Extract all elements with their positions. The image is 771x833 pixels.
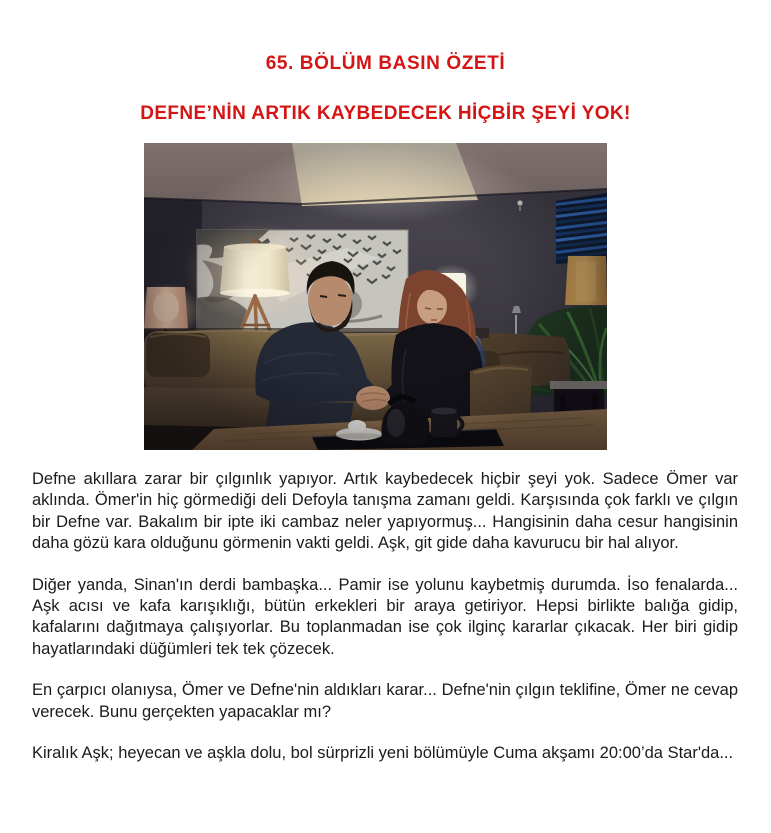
article-paragraph: Kiralık Aşk; heyecan ve aşkla dolu, bol sürprizli yeni bölümüyle Cuma akşamı 20:00’da Star'da...: [32, 744, 734, 763]
article-paragraph: En çarpıcı olanıysa, Ömer ve Defne'nin aldıkları karar... Defne'nin çılgın teklifine, Ömer ne cevap verecek. Bunu gerçekten yapacaklar mı?: [32, 681, 738, 721]
photo-vignette: [144, 143, 607, 450]
scene-photo: [144, 143, 607, 450]
article-body: [32, 469, 738, 764]
page-title: 65. BÖLÜM BASIN ÖZETİ: [265, 53, 506, 74]
page-subtitle: DEFNE’NİN ARTIK KAYBEDECEK HİÇBİR ŞEYİ YOK!: [140, 103, 631, 124]
article-paragraph: Defne akıllara zarar bir çılgınlık yapıyor. Artık kaybedecek hiçbir şeyi yok. Sadece Ömer var aklında. Ömer'in hiç görmediği deli Defoyla tanışma zamanı geldi. Karşısında çok farklı ve çılgın bir Defne var. Bakalım bir ipte iki cambaz neler yapıyormuş... Hangisinin daha cesur hangisinin daha gözü kara olduğunu görmenin vakti geldi. Aşk, git gide daha kavurucu bir hal alıyor.: [32, 470, 738, 553]
article-paragraph: Diğer yanda, Sinan'ın derdi bambaşka... Pamir ise yolunu kaybetmiş durumda. İso fenalarda... Aşk acısı ve kafa karışıklığı, bütün erkekleri bir araya getiriyor. Hepsi birlikte balığa gidip, kafalarını dağıtmaya çalışıyorlar. Bu toplanmadan ise çok ilginç kararlar çıkacak. Her biri gidip hayatlarındaki düğümleri tek tek çözecek.: [32, 575, 738, 658]
